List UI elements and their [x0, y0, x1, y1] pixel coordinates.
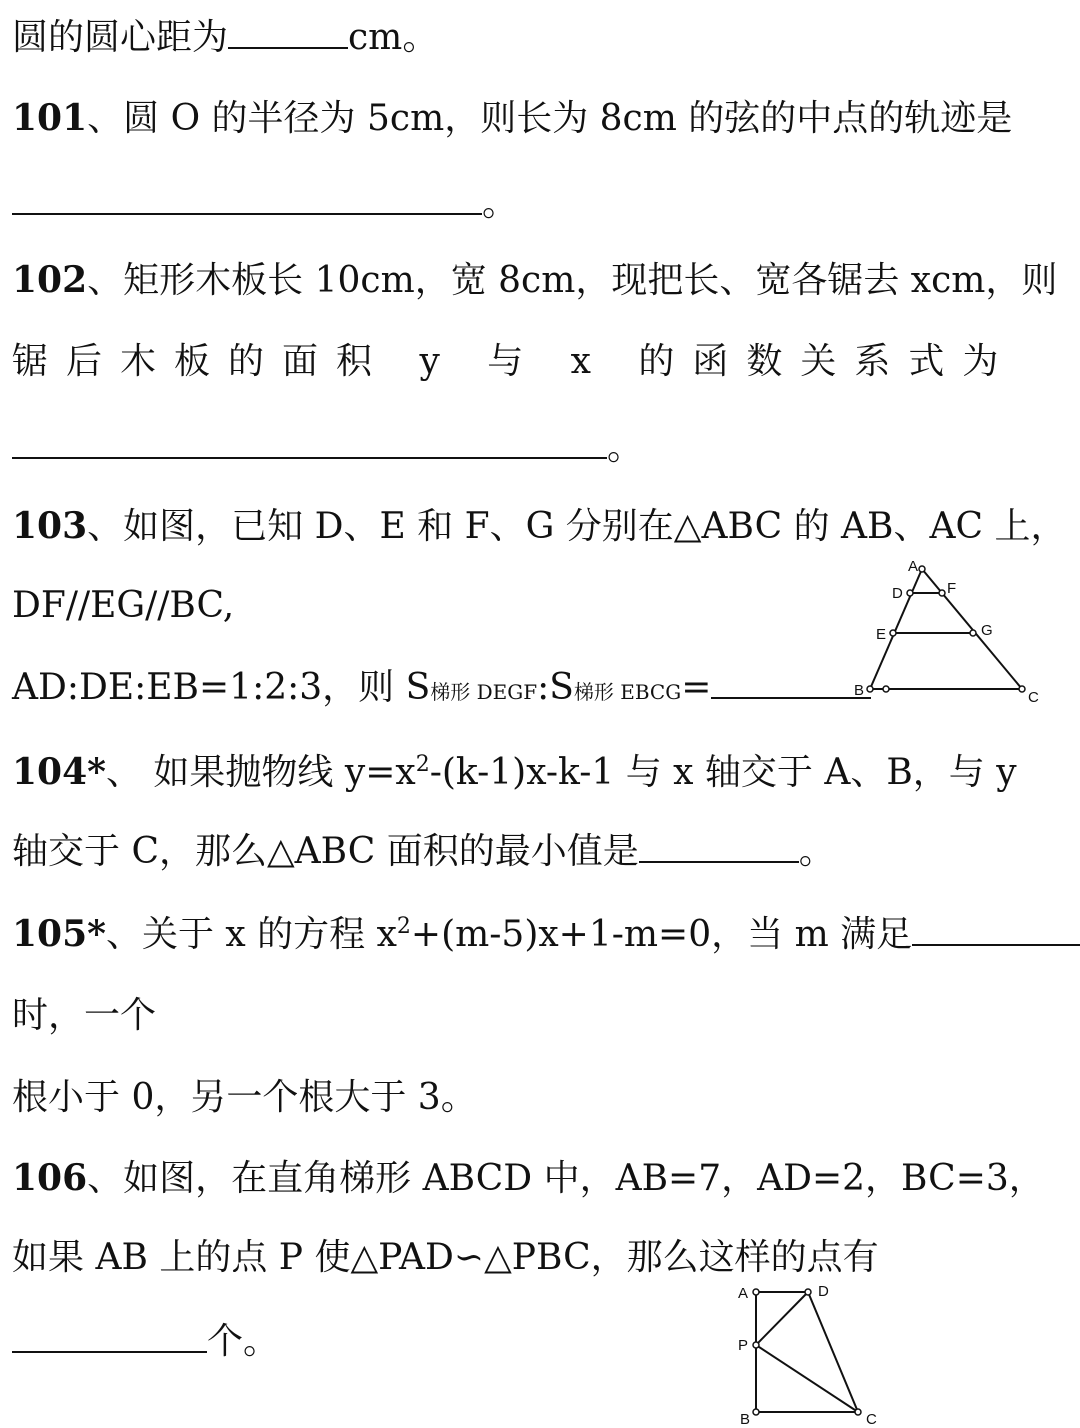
- label-a: A: [908, 558, 919, 575]
- segment-pc: [756, 1345, 858, 1412]
- question-103-line-1: [12, 504, 1067, 549]
- label-a: A: [738, 1285, 749, 1302]
- question-text: 、 如果抛物线 y=x: [105, 752, 416, 793]
- question-text: =: [681, 667, 712, 708]
- text: 。: [607, 427, 644, 468]
- question-101-answer: [12, 182, 518, 226]
- question-text: AD:DE:EB=1:2:3，则 S: [12, 667, 431, 708]
- label-f: F: [947, 580, 957, 597]
- label-p: P: [738, 1337, 749, 1354]
- question-number: 102: [12, 259, 88, 301]
- text: 个。: [207, 1321, 280, 1362]
- question-number: 104*: [12, 751, 106, 793]
- question-text: 、如图，已知 D、E 和 F、G 分别在△ABC 的 AB、AC 上，: [87, 506, 1067, 547]
- question-text: 、圆 O 的半径为 5cm，则长为 8cm 的弦的中点的轨迹是: [87, 98, 1013, 139]
- question-text: 根小于 0，另一个根大于 3。: [12, 1077, 477, 1118]
- text: 。: [798, 831, 835, 872]
- question-103-line-3: [12, 666, 871, 714]
- text: 。: [482, 183, 519, 224]
- question-text: DF//EG//BC,: [12, 585, 235, 626]
- subscript: 梯形 EBCG: [573, 680, 682, 704]
- question-text: +(m-5)x+1-m=0，当 m 满足: [410, 914, 913, 955]
- side-ac: [922, 569, 1022, 689]
- answer-blank[interactable]: [12, 183, 482, 215]
- label-b: B: [854, 682, 865, 699]
- line-0: [12, 16, 438, 60]
- question-text: :S: [537, 667, 574, 708]
- superscript: 2: [415, 752, 430, 777]
- question-number: 103: [12, 505, 88, 547]
- question-text: 锯后木板的面积 y 与 x 的函数关系式为: [12, 341, 1017, 382]
- subscript: 梯形 DEGF: [430, 680, 538, 704]
- answer-blank[interactable]: [12, 427, 607, 459]
- label-g: G: [981, 622, 993, 639]
- label-d: D: [818, 1283, 829, 1300]
- answer-blank[interactable]: [711, 667, 871, 699]
- question-text: 、关于 x 的方程 x: [105, 914, 397, 955]
- question-text: 、矩形木板长 10cm，宽 8cm，现把长、宽各锯去 xcm，则: [87, 260, 1058, 301]
- question-number: 101: [12, 97, 88, 139]
- question-102-line-1: [12, 258, 1057, 303]
- question-106-line-2: [12, 1236, 879, 1280]
- question-text: 、如图，在直角梯形 ABCD 中，AB=7，AD=2，BC=3，: [87, 1158, 1045, 1199]
- question-102-line-2: [12, 340, 1016, 384]
- segment-pd: [756, 1292, 808, 1345]
- question-105-line-3: [12, 1076, 477, 1120]
- label-d: D: [892, 585, 903, 602]
- triangle-figure: [850, 555, 1050, 705]
- label-c: C: [1028, 689, 1039, 705]
- label-b: B: [740, 1411, 751, 1426]
- answer-blank[interactable]: [228, 17, 348, 49]
- question-number: 106: [12, 1157, 88, 1199]
- question-104-line-2: [12, 830, 835, 874]
- question-103-line-2: [12, 584, 234, 628]
- question-101: [12, 96, 1012, 141]
- trapezoid-figure: [730, 1278, 900, 1426]
- question-106-answer: [12, 1320, 279, 1364]
- text: 圆的圆心距为: [12, 17, 229, 58]
- side-dc: [808, 1292, 858, 1412]
- question-106-line-1: [12, 1156, 1045, 1201]
- question-104-line-1: [12, 750, 1017, 795]
- question-text: 轴交于 C，那么△ABC 面积的最小值是: [12, 831, 639, 872]
- question-number: 105*: [12, 913, 106, 955]
- label-e: E: [876, 626, 887, 643]
- label-c: C: [866, 1411, 877, 1426]
- question-105-line-1: [12, 912, 1080, 957]
- answer-blank[interactable]: [912, 914, 1080, 946]
- question-text: 如果 AB 上的点 P 使△PAD∽△PBC，那么这样的点有: [12, 1237, 879, 1278]
- question-text: 时，一个: [12, 995, 157, 1036]
- answer-blank[interactable]: [639, 831, 799, 863]
- text: cm。: [348, 17, 439, 58]
- question-text: -(k-1)x-k-1 与 x 轴交于 A、B，与 y: [429, 752, 1017, 793]
- question-102-answer: [12, 426, 643, 470]
- answer-blank[interactable]: [12, 1321, 207, 1353]
- superscript: 2: [396, 914, 411, 939]
- question-105-line-2: [12, 994, 156, 1038]
